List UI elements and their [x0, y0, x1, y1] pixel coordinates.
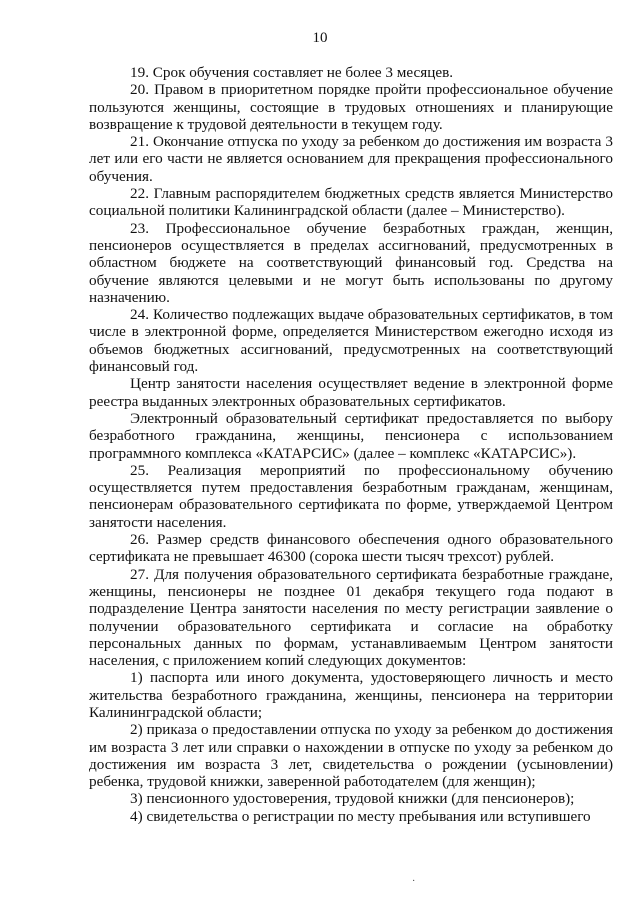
document-body	[89, 64, 613, 825]
paragraph-23: 23. Профессиональное обучение безработных граждан, женщин, пенсионеров осуществляется в пределах ассигнований, предусмотренных в областном бюджете на соответствующий финансовый год. Средства на обучение являются целевыми и не могут быть использованы по другому назначению.	[89, 219, 613, 306]
paragraph-20: 20. Правом в приоритетном порядке пройти профессиональное обучение пользуются женщины, состоящие в трудовых отношениях и планирующие возвращение к трудовой деятельности в текущем году.	[89, 81, 613, 133]
document-list-item-3: 3) пенсионного удостоверения, трудовой книжки (для пенсионеров);	[130, 790, 575, 808]
paragraph-26: 26. Размер средств финансового обеспечения одного образовательного сертификата не превышает 46300 (сорока шести тысяч трехсот) рублей.	[89, 531, 613, 566]
paragraph-24-registry: Центр занятости населения осуществляет ведение в электронной форме реестра выданных электронных образовательных сертификатов.	[89, 375, 613, 410]
paragraph-27: 27. Для получения образовательного сертификата безработные граждане, женщины, пенсионеры не позднее 01 декабря текущего года подают в подразделение Центра занятости населения по месту регистрации заявление о получении образовательного сертификата и согласие на обработку персональных данных по формам, устанавливаемым Центром занятости населения, с приложением копий следующих документов:	[89, 565, 613, 670]
paragraph-21: 21. Окончание отпуска по уходу за ребенком до достижения им возраста 3 лет или его части не является основанием для прекращения профессионального обучения.	[89, 133, 613, 185]
paragraph-24: 24. Количество подлежащих выдаче образовательных сертификатов, в том числе в электронной форме, определяется Министерством ежегодно исходя из объемов бюджетных ассигнований, предусмотренных на соответствующий финансовый год.	[89, 306, 613, 376]
paragraph-24-electronic-certificate: Электронный образовательный сертификат предоставляется по выбору безработного гражданина, женщины, пенсионера с использованием программного комплекса «КАТАРСИС» (далее – комплекс «КАТАРСИС»).	[89, 409, 613, 462]
page-number: 10	[312, 30, 328, 46]
document-list-item-1: 1) паспорта или иного документа, удостоверяющего личность и место жительства безработного гражданина, женщины, пенсионера на территории Калининградской области;	[89, 669, 613, 721]
paragraph-25: 25. Реализация мероприятий по профессиональному обучению осуществляется путем предоставления безработным гражданам, женщинам, пенсионерам образовательного сертификата по форме, утверждаемой Центром занятости населения.	[89, 461, 613, 531]
footer-mark: ·	[412, 876, 416, 887]
paragraph-19: 19. Срок обучения составляет не более 3 месяцев.	[130, 64, 454, 81]
document-list-item-4: 4) свидетельства о регистрации по месту пребывания или вступившего	[130, 807, 591, 825]
document-list-item-2: 2) приказа о предоставлении отпуска по уходу за ребенком до достижения им возраста 3 лет или справки о нахождении в отпуске по уходу за ребенком до достижения им возраста 3 лет, свидетельства о рождении (усыновлении) ребенка, трудовой книжки, заверенной работодателем (для женщин);	[89, 721, 613, 791]
paragraph-22: 22. Главным распорядителем бюджетных средств является Министерство социальной политики Калининградской области (далее – Министерство).	[89, 185, 613, 220]
